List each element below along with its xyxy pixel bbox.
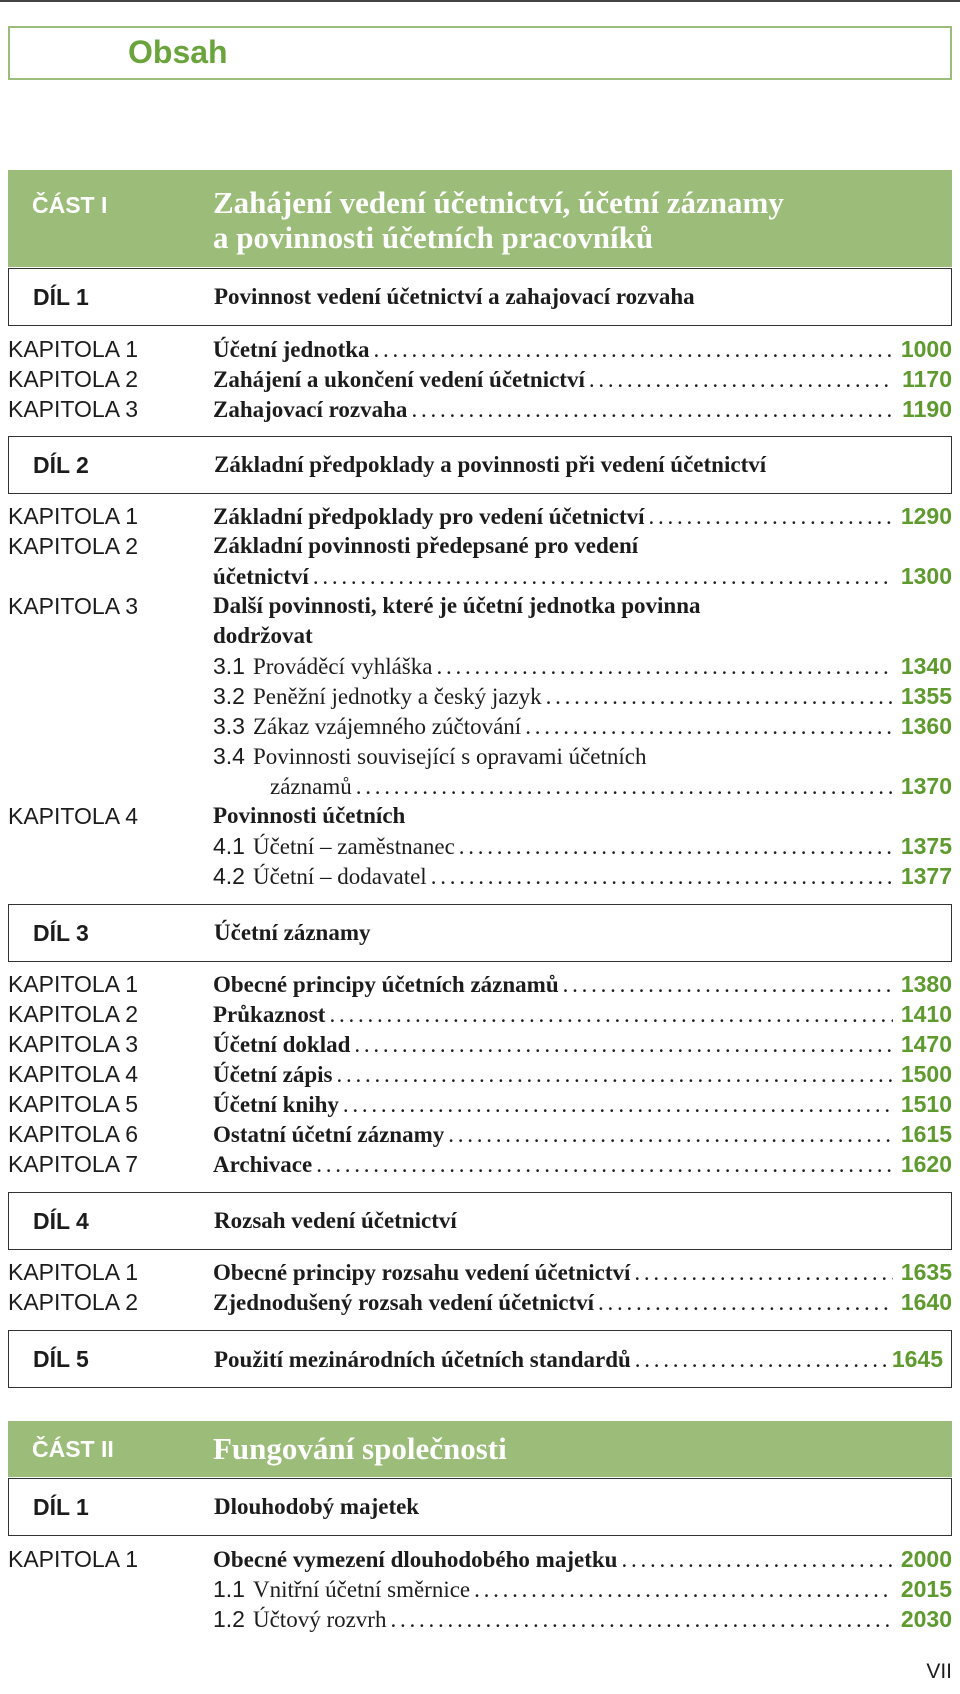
toc-subentry[interactable]: [0, 710, 952, 740]
section-label: DÍL 1: [33, 1494, 89, 1520]
dot-leader: [411, 397, 894, 423]
dot-leader: [649, 504, 893, 530]
toc-entry[interactable]: [0, 800, 952, 830]
chapter-title-line: Další povinnosti, které je účetní jednotka povinna: [213, 593, 701, 618]
chapter-title: Účetní jednotka: [213, 337, 370, 362]
section-label: DÍL 5: [33, 1346, 89, 1372]
page-number: 1000: [900, 336, 952, 362]
section-title: Základní předpoklady a povinnosti při vedení účetnictví: [214, 452, 767, 477]
toc-subentry[interactable]: [0, 1573, 952, 1603]
section-title: Účetní – dodavatel: [252, 864, 427, 889]
toc-entry[interactable]: [0, 1256, 952, 1286]
page-number: 1615: [900, 1121, 952, 1147]
chapter-title: Obecné principy účetních záznamů: [213, 972, 559, 997]
section-label: DÍL 1: [33, 284, 89, 310]
page-number: 1300: [900, 563, 952, 589]
section-header-dil-1: [8, 268, 952, 326]
part-title-line: Fungování společnosti: [213, 1431, 507, 1466]
chapter-title: Průkaznost: [213, 1002, 326, 1027]
dot-leader: [356, 774, 893, 800]
section-header-dil-4: [8, 1192, 952, 1250]
section-label: DÍL 4: [33, 1208, 89, 1234]
dot-leader: [354, 1032, 892, 1058]
page-number: 1510: [900, 1091, 952, 1117]
chapter-title: Zjednodušený rozsah vedení účetnictví: [213, 1290, 595, 1315]
page-number: 2000: [900, 1546, 952, 1572]
chapter-title: Obecné vymezení dlouhodobého majetku: [213, 1547, 618, 1572]
toc-entry[interactable]: [0, 998, 952, 1028]
section-label: DÍL 3: [33, 920, 89, 946]
dot-leader: [621, 1547, 892, 1573]
part-label: ČÁST II: [32, 1436, 114, 1462]
section-header-dil-1-part-2: [8, 1478, 952, 1536]
chapter-label: KAPITOLA 6: [8, 1121, 138, 1147]
part-header-1: [8, 170, 952, 267]
chapter-label: KAPITOLA 2: [8, 533, 138, 559]
page-number: 1645: [891, 1346, 943, 1372]
chapter-label: KAPITOLA 2: [8, 1001, 138, 1027]
dot-leader: [563, 972, 893, 998]
part-title-line: Zahájení vedení účetnictví, účetní záznamy: [213, 185, 784, 220]
toc-entry[interactable]: [0, 590, 952, 650]
section-title-line: Povinnosti související s opravami účetních: [252, 744, 647, 769]
top-rule: [0, 0, 960, 2]
toc-entry[interactable]: [0, 1088, 952, 1118]
chapter-label: KAPITOLA 3: [8, 1031, 138, 1057]
section-label: DÍL 2: [33, 452, 89, 478]
chapter-label: KAPITOLA 3: [8, 593, 138, 619]
section-number: 3.1: [213, 653, 245, 679]
dot-leader: [598, 1290, 893, 1316]
chapter-label: KAPITOLA 1: [8, 1259, 138, 1285]
toc-entry[interactable]: [0, 363, 952, 393]
chapter-label: KAPITOLA 7: [8, 1151, 138, 1177]
chapter-label: KAPITOLA 1: [8, 336, 138, 362]
section-number: 1.2: [213, 1606, 245, 1632]
dot-leader: [525, 714, 893, 740]
chapter-title: Ostatní účetní záznamy: [213, 1122, 445, 1147]
section-title: Účetní záznamy: [214, 920, 371, 945]
chapter-title: Účetní knihy: [213, 1092, 339, 1117]
part-header-2: [8, 1421, 952, 1477]
dot-leader: [589, 367, 894, 393]
chapter-label: KAPITOLA 5: [8, 1091, 138, 1117]
toc-subentry[interactable]: [0, 680, 952, 710]
chapter-label: KAPITOLA 2: [8, 1289, 138, 1315]
chapter-title-line: účetnictví: [213, 564, 309, 589]
section-number: 1.1: [213, 1576, 245, 1602]
page-number: 1375: [900, 833, 952, 859]
toc-entry[interactable]: [0, 500, 952, 530]
section-title: Vnitřní účetní směrnice: [252, 1577, 471, 1602]
part-title-line: a povinnosti účetních pracovníků: [213, 220, 654, 255]
section-title: Dlouhodobý majetek: [214, 1494, 420, 1519]
page-number: 2030: [900, 1606, 952, 1632]
toc-entry[interactable]: [0, 1028, 952, 1058]
toc-entry[interactable]: [0, 1058, 952, 1088]
dot-leader: [390, 1607, 892, 1633]
section-title: Zákaz vzájemného zúčtování: [252, 714, 522, 739]
chapter-title: Povinnosti účetních: [213, 803, 406, 828]
section-title-line: záznamů: [270, 774, 352, 799]
toc-entry[interactable]: [0, 333, 952, 363]
section-number: 3.2: [213, 683, 245, 709]
toc-entry[interactable]: [0, 1543, 952, 1573]
section-title: Rozsah vedení účetnictví: [214, 1208, 457, 1233]
part-title: [213, 185, 784, 255]
page-number: 1360: [900, 713, 952, 739]
page-number: 1290: [900, 503, 952, 529]
section-title: Prováděcí vyhláška: [252, 654, 433, 679]
chapter-title: Účetní doklad: [213, 1032, 351, 1057]
page-number: 1470: [900, 1031, 952, 1057]
section-header-dil-2: [8, 436, 952, 494]
page-number: 1500: [900, 1061, 952, 1087]
chapter-title: Zahajovací rozvaha: [213, 397, 408, 422]
toc-subentry[interactable]: [0, 650, 952, 680]
toc-entry[interactable]: [0, 393, 952, 423]
toc-entry[interactable]: [0, 968, 952, 998]
section-title: Povinnost vedení účetnictví a zahajovací rozvaha: [214, 284, 695, 309]
page-number: 2015: [900, 1576, 952, 1602]
dot-leader: [634, 1260, 892, 1286]
chapter-label: KAPITOLA 1: [8, 1546, 138, 1572]
chapter-title: Archivace: [213, 1152, 313, 1177]
dot-leader: [431, 864, 893, 890]
section-number: 4.2: [213, 863, 245, 889]
toc-entry[interactable]: [0, 1148, 952, 1178]
chapter-label: KAPITOLA 1: [8, 971, 138, 997]
dot-leader: [635, 1347, 892, 1373]
page-number: 1410: [900, 1001, 952, 1027]
page-title: Obsah: [128, 34, 228, 70]
toc-subentry[interactable]: [0, 830, 952, 860]
chapter-label: KAPITOLA 3: [8, 396, 138, 422]
section-number: 4.1: [213, 833, 245, 859]
dot-leader: [343, 1092, 893, 1118]
dot-leader: [459, 834, 893, 860]
chapter-label: KAPITOLA 1: [8, 503, 138, 529]
dot-leader: [474, 1577, 893, 1603]
dot-leader: [313, 564, 893, 590]
chapter-title: Zahájení a ukončení vedení účetnictví: [213, 367, 585, 392]
page-number: 1377: [900, 863, 952, 889]
toc-subentry[interactable]: [0, 860, 952, 890]
part-label: ČÁST I: [32, 192, 108, 218]
section-header-dil-3: [8, 904, 952, 962]
chapter-label: KAPITOLA 4: [8, 1061, 138, 1087]
section-number: 3.4: [213, 743, 245, 769]
dot-leader: [436, 654, 892, 680]
dot-leader: [316, 1152, 893, 1178]
part-title: [213, 1431, 507, 1466]
page-number: 1170: [902, 366, 952, 392]
toc-entry[interactable]: [0, 1118, 952, 1148]
toc-entry[interactable]: [0, 530, 952, 590]
dot-leader: [329, 1002, 892, 1028]
page-number: 1340: [900, 653, 952, 679]
section-title: Účetní – zaměstnanec: [252, 834, 455, 859]
section-title: Peněžní jednotky a český jazyk: [252, 684, 542, 709]
toc-subentry[interactable]: [0, 740, 952, 800]
section-title: Použití mezinárodních účetních standardů: [214, 1347, 631, 1372]
dot-leader: [336, 1062, 892, 1088]
page-number: 1370: [900, 773, 952, 799]
section-header-dil-5[interactable]: [8, 1330, 952, 1388]
section-number: 3.3: [213, 713, 245, 739]
chapter-title-line: dodržovat: [213, 623, 313, 648]
toc-subentry[interactable]: [0, 1603, 952, 1633]
page-number: 1355: [900, 683, 952, 709]
dot-leader: [546, 684, 893, 710]
dot-leader: [448, 1122, 893, 1148]
page-folio: VII: [926, 1660, 952, 1683]
chapter-title: Základní předpoklady pro vedení účetnictví: [213, 504, 645, 529]
toc-entry[interactable]: [0, 1286, 952, 1316]
page-number: 1190: [902, 396, 952, 422]
dot-leader: [374, 337, 893, 363]
chapter-title: Obecné principy rozsahu vedení účetnictví: [213, 1260, 631, 1285]
page-number: 1635: [900, 1259, 952, 1285]
chapter-title: Účetní zápis: [213, 1062, 333, 1087]
page-number: 1380: [900, 971, 952, 997]
section-title: Účtový rozvrh: [252, 1607, 387, 1632]
page-number: 1640: [900, 1289, 952, 1315]
page-number: 1620: [900, 1151, 952, 1177]
chapter-title-line: Základní povinnosti předepsané pro vedení: [213, 533, 639, 558]
chapter-label: KAPITOLA 4: [8, 803, 138, 829]
chapter-label: KAPITOLA 2: [8, 366, 138, 392]
